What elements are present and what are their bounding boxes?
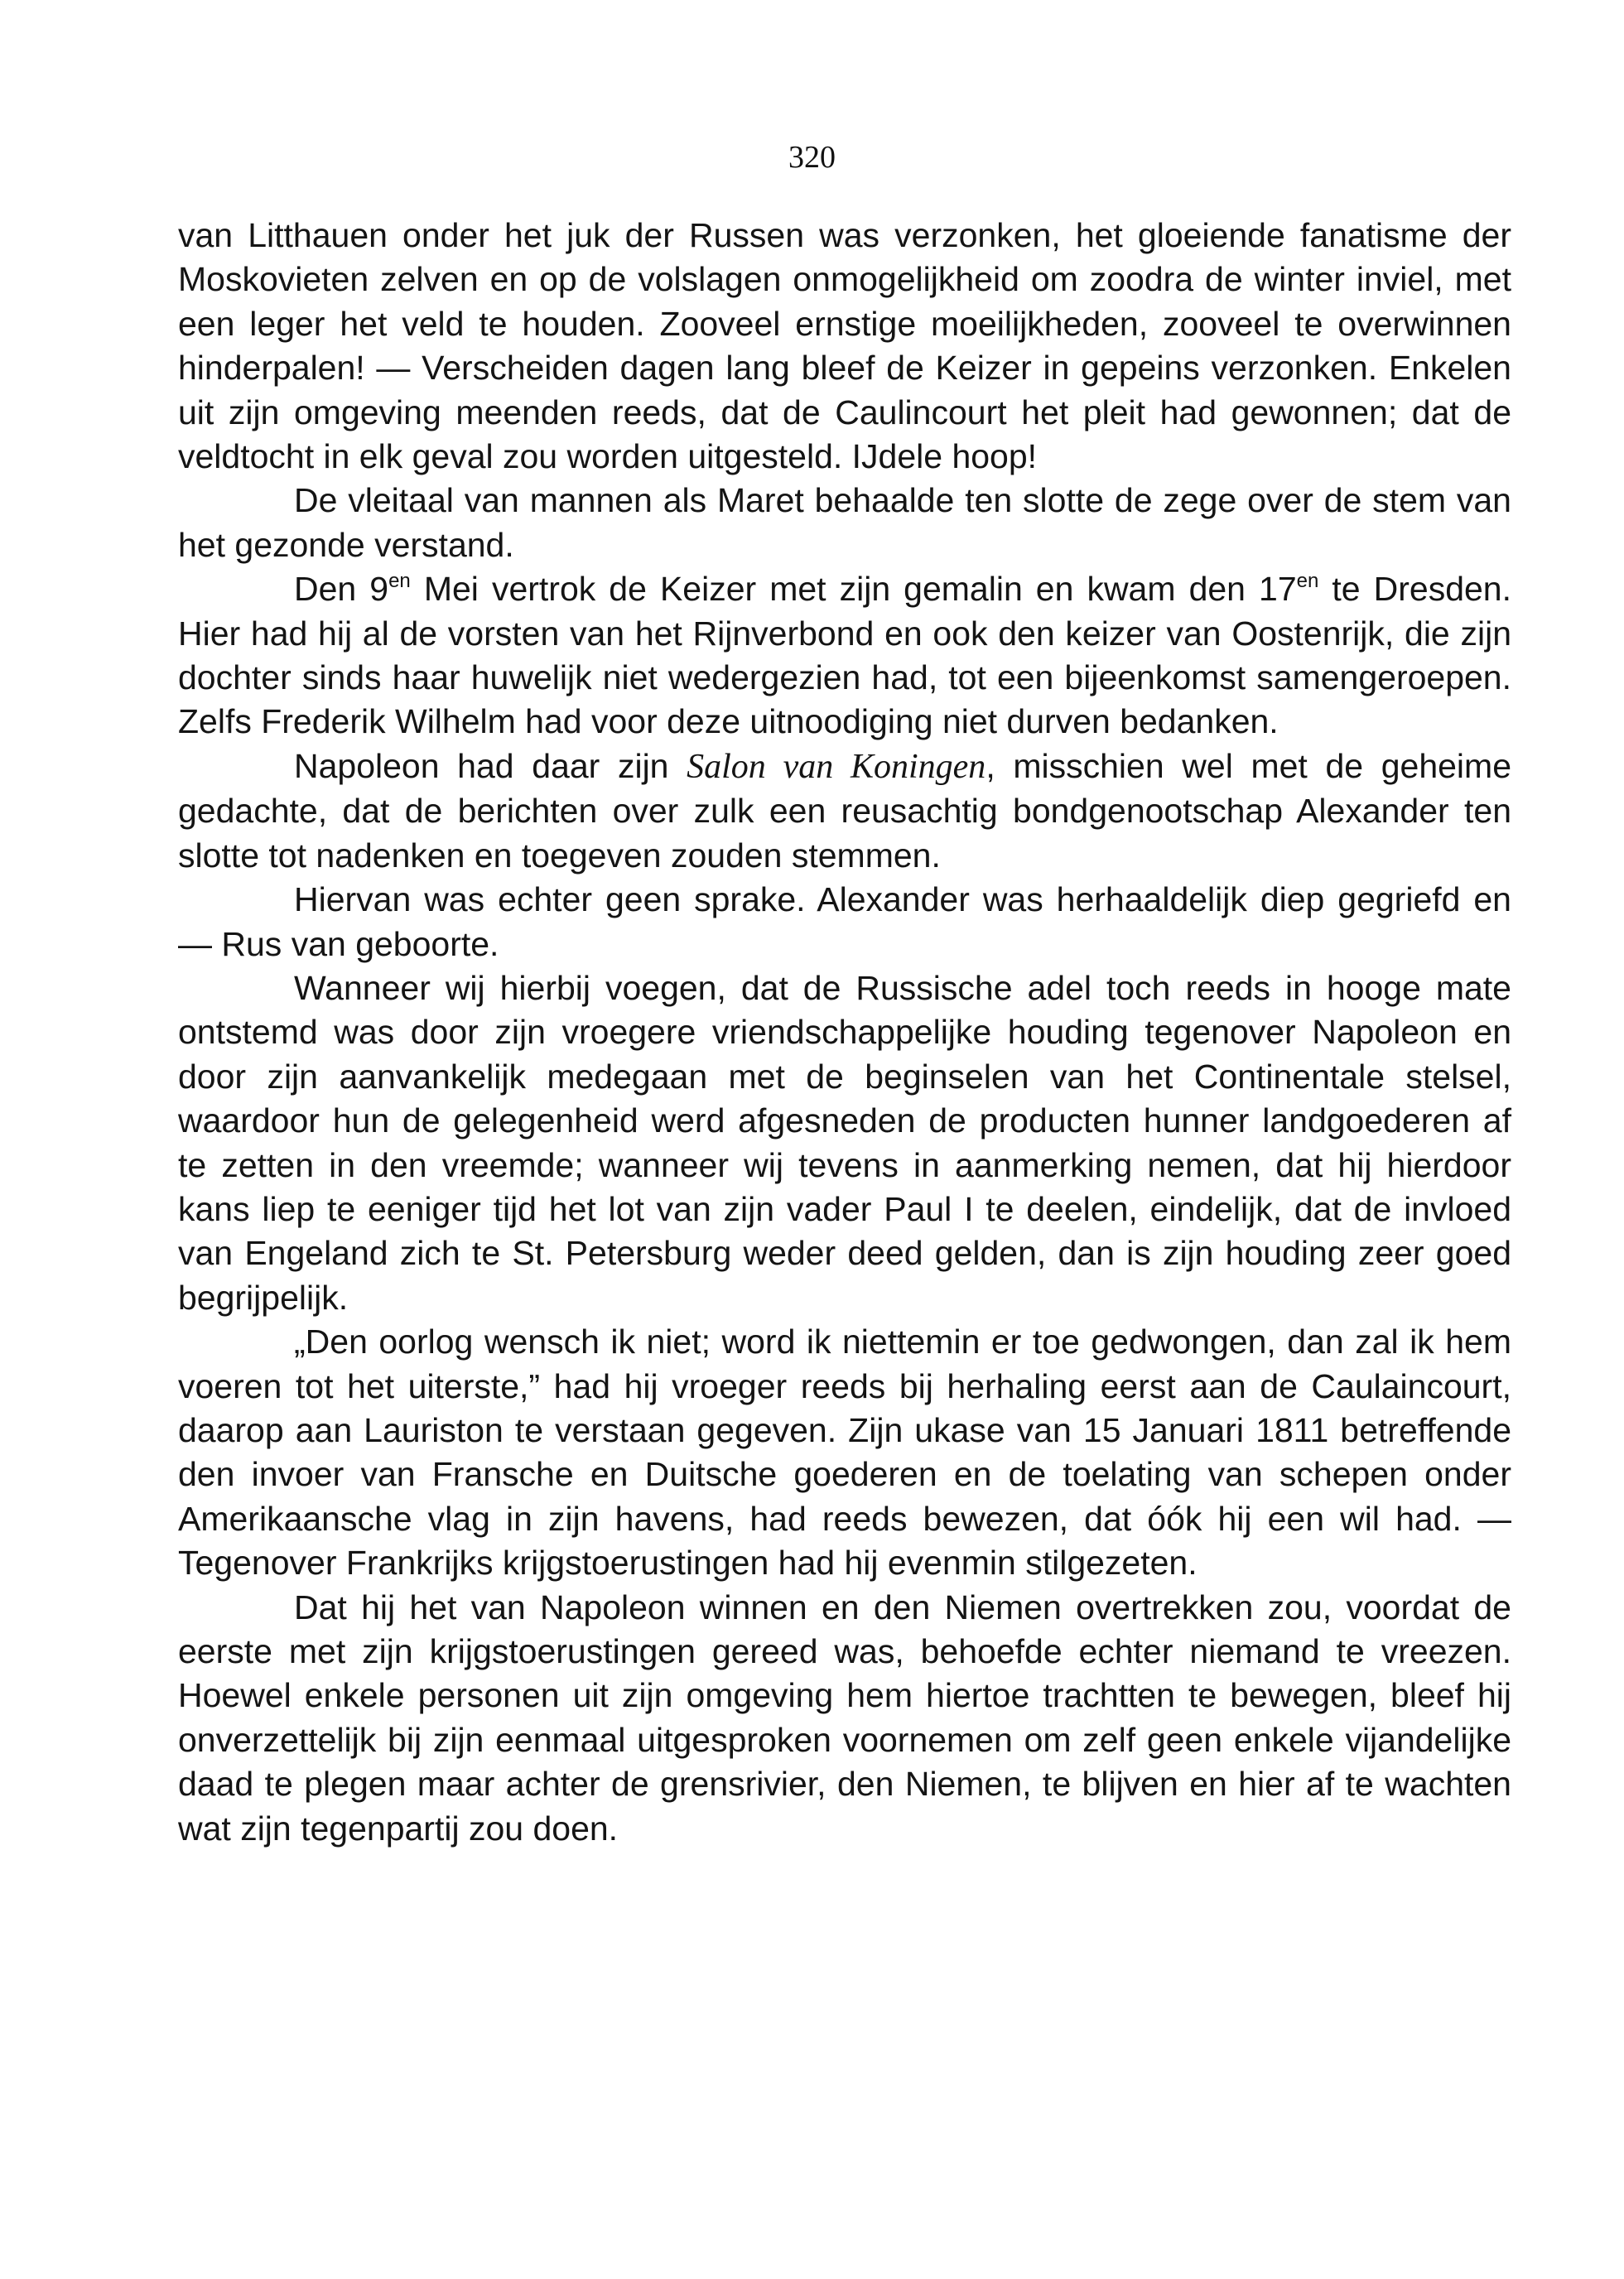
italic-title: Salon van Koningen (687, 747, 986, 786)
paragraph-3-part-1: Den 9 (294, 570, 389, 609)
paragraph-3 (178, 567, 1511, 744)
ordinal-suffix: en (388, 570, 411, 593)
body-text (178, 214, 1511, 1851)
paragraph-4-part-1: Napoleon had daar zijn (294, 746, 687, 785)
paragraph-3-part-3: te Dresden. Hier had hij al de vorsten van het Rijnverbond en ook den keizer van Oostenrijk, die zijn dochter sinds haar huwelijk niet wedergezien had, tot een bijeenkomst samengeroepen. Zelfs Frederik Wilhelm had voor deze uitnoodiging niet durven bedanken. (178, 570, 1511, 741)
paragraph-4-part-2: , misschien wel met de geheime gedachte, dat de berichten over zulk een reusachtig bondgenootschap Alexander ten slotte tot nadenken en toegeven zouden stemmen. (178, 746, 1511, 874)
paragraph-3-part-2: Mei vertrok de Keizer met zijn gemalin en kwam den 17 (410, 570, 1297, 609)
paragraph-1: van Litthauen onder het juk der Russen was verzonken, het gloeiende fanatisme der Moskovieten zelven en op de volslagen onmogelijkheid om zoodra de winter inviel, met een leger het veld te houden. Zooveel ernstige moeilijkheden, zooveel te overwinnen hinderpalen! — Verscheiden dagen lang bleef de Keizer in gepeins verzonken. Enkelen uit zijn omgeving meenden reeds, dat de Caulincourt het pleit had gewonnen; dat de veldtocht in elk geval zou worden uitgesteld. IJdele hoop! (178, 216, 1511, 476)
paragraph-5: Hiervan was echter geen sprake. Alexander was herhaaldelijk diep gegriefd en — Rus van geboorte. (178, 880, 1511, 963)
paragraph-4 (178, 744, 1511, 878)
paragraph-7: „Den oorlog wensch ik niet; word ik niettemin er toe gedwongen, dan zal ik hem voeren tot het uiterste,” had hij vroeger reeds bij herhaling eerst aan de Caulaincourt, daarop aan Lauriston te verstaan gegeven. Zijn ukase van 15 Januari 1811 betreffende den invoer van Fransche en Duitsche goederen en de toelating van schepen onder Amerikaansche vlag in zijn havens, had reeds bewezen, dat óók hij een wil had. — Tegenover Frankrijks krijgstoerustingen had hij evenmin stilgezeten. (178, 1323, 1511, 1583)
paragraph-2: De vleitaal van mannen als Maret behaalde ten slotte de zege over de stem van het gezonde verstand. (178, 481, 1511, 564)
paragraph-8: Dat hij het van Napoleon winnen en den Niemen overtrekken zou, voordat de eerste met zijn krijgstoerustingen gereed was, behoefde echter niemand te vreezen. Hoewel enkele personen uit zijn omgeving hem hiertoe trachtten te bewegen, bleef hij onverzettelijk bij zijn eenmaal uitgesproken voornemen om zelf geen enkele vijandelijke daad te plegen maar achter de grensrivier, den Niemen, te blijven en hier af te wachten wat zijn tegenpartij zou doen. (178, 1588, 1511, 1848)
ordinal-suffix: en (1296, 570, 1319, 593)
paragraph-6: Wanneer wij hierbij voegen, dat de Russische adel toch reeds in hooge mate ontstemd was door zijn vroegere vriendschappelijke houding tegenover Napoleon en door zijn aanvankelijk medegaan met de beginselen van het Continentale stelsel, waardoor hun de gelegenheid werd afgesneden de producten hunner landgoederen af te zetten in den vreemde; wanneer wij tevens in aanmerking nemen, dat hij hierdoor kans liep te eeniger tijd het lot van zijn vader Paul I te deelen, eindelijk, dat de invloed van Engeland zich te St. Petersburg weder deed gelden, dan is zijn houding zeer goed begrijpelijk. (178, 968, 1511, 1317)
page-number: 320 (788, 140, 836, 175)
